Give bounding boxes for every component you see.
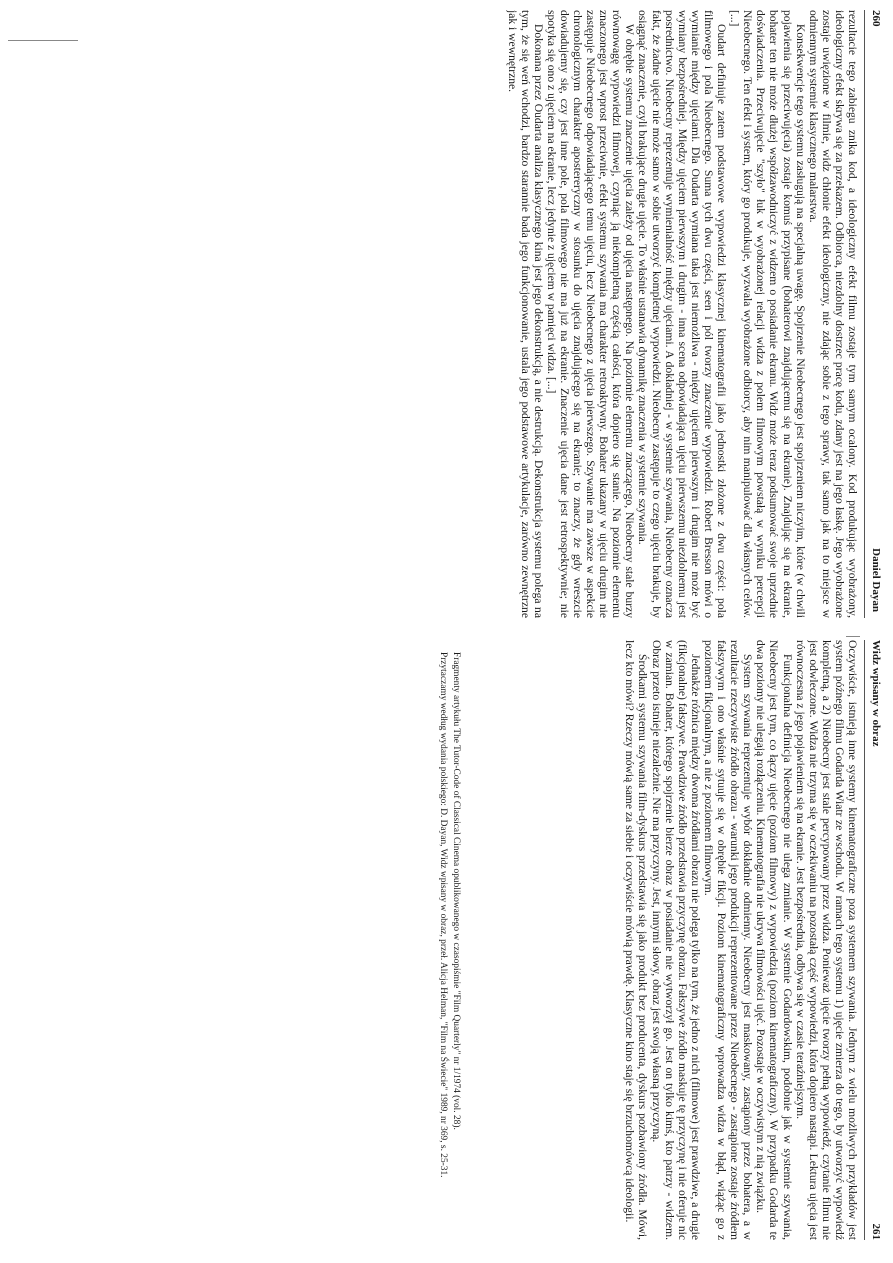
right-running-header (864, 640, 883, 1240)
right-page (0, 640, 893, 1240)
footnote: Przytaczamy według wydania polskiego: D. Dayan, Widz wpisany w obraz, przeł. Alicja Helman, "Film na Świecie" 1989, nr 369, s. 25-31. (437, 652, 448, 1178)
left-page-number: 260 (870, 10, 882, 27)
scan-speck (846, 636, 860, 637)
right-paragraph: Funkcjonalna definicja Nieobecnego nie ulega zmianie. W systemie Godardowskim, podobnie jak w systemie szywania, Nieobecny jest tym, co łączy ujęcie (poziom filmowy) z wypowiedzią (poziom kinematograficzny). W przypadku Godarda te dwa poziomy nie ulegają rozłączeniu. Kinematografia nie ukrywa filmowości ujęć. Pozostaje w oczywistym z nią związku. (754, 640, 794, 1240)
left-page (0, 10, 893, 618)
left-header-author: Daniel Dayan (870, 548, 882, 612)
right-paragraph: System szywania reprezentuje wybór dokładnie odmienny. Nieobecny jest maskowany, zastąpiony przez bohatera, a w rezultacie rzeczywiste źródło obrazu - warunki jego produkcji reprezentowane przez Nieobecnego - zastąpione zostaje źródłem fałszywym i ono właśnie sytuuje się w obrębie fikcji. Poziom kinematograficzny wprowadza widza w błąd, wiążąc go z poziomem fikcjonalnym, a nie z poziomem filmowym. (701, 640, 755, 1240)
footnotes (435, 640, 461, 1240)
right-paragraph: Środkami systemu szywania film-dyskurs przedstawia się jako produkt bez producenta, dyskurs pozbawiony źródła. Mówi, lecz kto mówi? Rzeczy mówią same za siebie i oczywiście mówią prawdę. Klasyczne kino staje się brzuchomówcą ideologii. (623, 640, 650, 1240)
right-page-number: 261 (870, 1223, 882, 1240)
left-paragraph: rezultacie tego zabiegu znika kod, a ideologiczny efekt filmu zostaje tym samym ocalony. Kod produkując wyobrażony, ideologiczny efekt skrywa się za przekazem. Odbiorca, niezdolny dostrzec pracę kodu, zdany jest na jego łaskę. Jego wyobrażone zostaje uwięzione w filmie, widz chłonie efekt ideologiczny, nie zdając sobie z tego sprawy, tak samo jak na to miejsce w odmiennym systemie klasycznego malarstwa. (806, 10, 859, 618)
left-page-body (505, 10, 859, 618)
right-paragraph: Jednakże różnica między dwoma źródłami obrazu nie polega tylko na tym, że jedno z nich (filmowe) jest prawdziwe, a drugie (fikcjonalne) fałszywe. Prawdziwe źródło przedstawia przyczynę obrazu. Fałszywe źródło maskuje tę przyczynę i nie oferuje nic w zamian. Bohater, którego spojrzenie bierze obraz w posiadanie nie wytworzył go. Jest on tylko kimś, kto patrzy - widzem. Obraz przeto istnieje niezależnie. Nie ma przyczyny. Jest, innymi słowy, obraz jest swoją własną przyczyną. (649, 640, 702, 1240)
left-paragraph: Konsekwencje tego systemu zasługują na specjalną uwagę. Spojrzenie Nieobecnego jest spojrzeniem niczyim, które (w chwili pojawienia się przeciwujęcia) zostaje komuś przypisane (bohaterowi znajdującemu się na ekranie). Znajdując się na ekranie, bohater ten nie może dłużej współzawodniczyć z widzem o posiadanie ekranu. Widz może teraz podsumować swoje uprzednie doświadczenia. Przeciwujęcie "szyło" łuk w wyobrażonej relacji widza z polem filmowym powstałą w wyniku percepcji Nieobecnego. Ten efekt i system, który go produkuje, wyzwala wyobrażone odbiorcy, aby nim manipulować dla własnych celów. [...] (728, 10, 807, 618)
left-paragraph: Oudart definiuje zatem podstawowe wypowiedzi klasycznej kinematografii jako jednostki złożone z dwu części: pola filmowego i pola Nieobecnego. Suma tych dwu części, seen i pól tworzy znaczenie wypowiedzi. Robert Bresson mówi o wymianie między ujęciami. Dla Oudarta wymiana taka jest niemożliwa - między ujęciem pierwszym i drugim nie może być wymiany bezpośredniej. Między ujęciem pierwszym i drugim - inna scena odpowiadająca ujęciu pierwszemu niezdolnemu jest posrednictwo. Nieobecny reprezentuje wymienialność między ujęciami. A dokładniej - w systemie szywania, Nieobecny oznacza fakt, że żadne ujęcie nie może samo w sobie utworzyć kompletnej wypowiedzi. Nieobecny zastępuje to czego ujęciu brakuje, by osiągnąć znaczenie, czyli brakujące drugie ujęcie. To właśnie ustanawia dynamikę znaczenia w systemie szywania. (636, 10, 729, 618)
footnote: Fragmenty artykułu The Tutor-Code of Classical Cinema opublikowanego w czasopiśmie "Film Quarterly" nr 1/1974 (vol. 28). (451, 652, 461, 1130)
left-paragraph: W obrębie systemu znaczenie ujęcia zależy od ujęcia następnego. Na poziomie elementu znaczącego, Nieobecny stale burzy równowagę wypowiedzi filmowej, czyniąc ją niekompletną częścią całości, która dopiero się stanie. Na poziomie elementu znaczonego jest wprost przeciwnie, efekt systemu szywania ma charakter retroaktywny. Bohater ukazany w ujęciu drugim nie zastępuje Nieobecnego odpowiadającego temu ujęciu, lecz Nieobecnego z ujęcia pierwszego. Szywanie ma zawsze w aspekcie chronologicznym charakter apostereryczny w stosunku do ujęcia znajdującego się na ekranie; to znaczy, że gdy wreszcie dowiadujemy się, czy jest inne pole, pola filmowego nie ma już na ekranie. Znaczenie ujęcia dane jest retrospektywnie; nie spotyka się ono z ujęciem na ekranie, lecz jedynie z ujęciem w pamięci widza. [...] (544, 10, 637, 618)
scan-speck (8, 40, 78, 41)
right-header-title: Widz wpisany w obraz (870, 640, 882, 747)
right-paragraph: Oczywiście, istnieją inne systemy kinematograficzne poza systemem szywania. Jednym z wielu możliwych przykładów jest system późnego filmu Godarda Wiatr ze wschodu. W ramach tego systemu 1) ujęcie zmierza do tego, by utworzyć wypowiedź kompletną, a 2) Nieobecny jest stale percypowany przez widza. Ponieważ ujęcie tworzy pełną wypowiedź, czytanie filmu nie jest odwleczone. Widza nie trzyma się w oczekiwaniu na pozostałą część wypowiedzi, która dopiero nastąpi. Lektura ujęcia jest równoczesna z jego pojawieniem się na ekranie. Jest bezpośrednia, odbywa się w czasie teraźniejszym. (793, 640, 859, 1240)
left-paragraph: Dokonana przez Oudarta analiza klasycznego kina jest jego dekonstrukcją, a nie destrukcją. Dekonstrukcja systemu polega na tym, że się weń wchodzi, bardzo starannie bada jego funkcjonowanie, ustala jego podstawowe artykulacje, zarówno zewnętrzne jak i wewnętrzne. (505, 10, 545, 618)
left-running-header (864, 10, 883, 618)
right-page-body (623, 640, 859, 1240)
